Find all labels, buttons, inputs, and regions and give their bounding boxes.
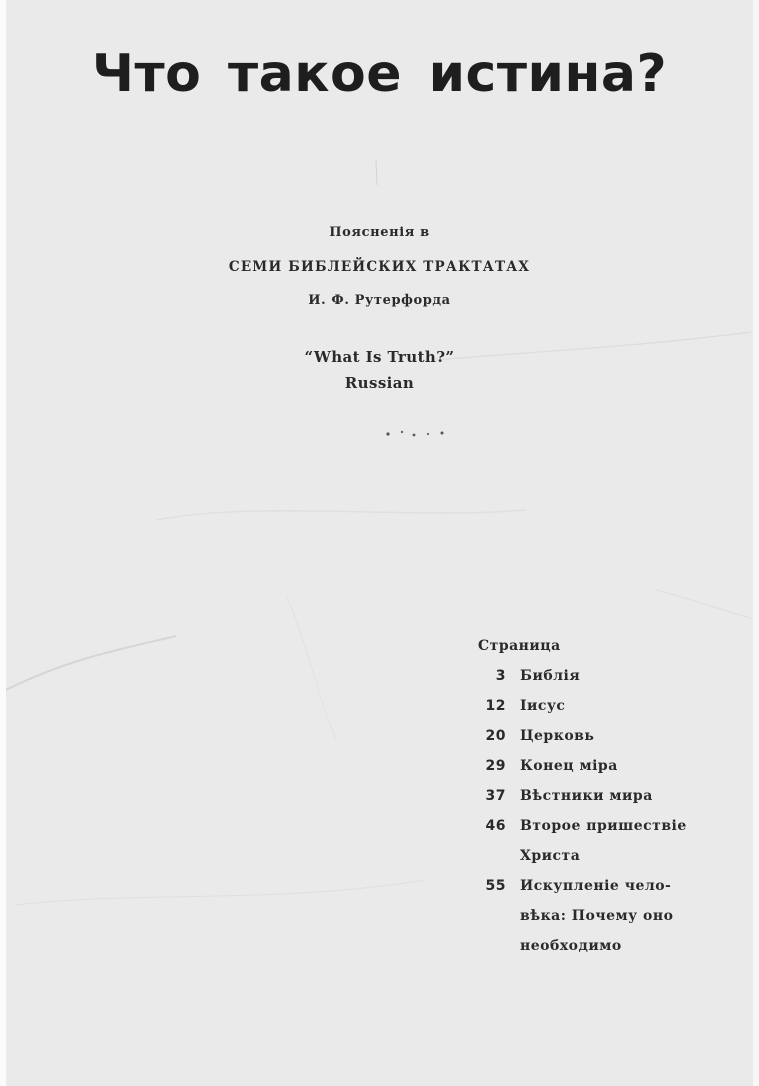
toc-label — [520, 871, 728, 961]
toc-label-line: Второе пришествіе — [520, 818, 687, 834]
toc-item — [478, 781, 728, 811]
toc-label-line: Конец міра — [520, 758, 618, 774]
toc-list — [478, 661, 728, 961]
toc-page-number: 3 — [495, 668, 506, 684]
toc-label — [520, 751, 728, 781]
toc-item — [478, 871, 728, 961]
document-title: Что такое истина? — [92, 44, 668, 104]
toc-page-number: 55 — [485, 878, 506, 894]
toc-label — [520, 691, 728, 721]
document-page — [6, 0, 753, 1086]
toc-label — [520, 661, 728, 691]
toc-page-number: 29 — [485, 758, 506, 774]
language-label: Russian — [344, 374, 415, 392]
toc-item — [478, 661, 728, 691]
page-right-edge — [753, 0, 759, 1086]
toc-label-line: Библія — [520, 668, 581, 684]
english-title-block — [6, 344, 753, 396]
ornament-dots — [384, 424, 454, 440]
subtitle-block — [6, 216, 753, 318]
toc-label-line: Церковь — [520, 728, 595, 744]
toc-item — [478, 811, 728, 871]
toc-label-line: Вѣстники мира — [520, 788, 653, 804]
subtitle-line-2: СЕМИ БИБЛЕЙСКИХ ТРАКТАТАХ — [228, 259, 531, 275]
author-line: И. Ф. Рутерфорда — [308, 293, 451, 308]
toc-page-number: 12 — [485, 698, 506, 714]
toc-label-line: необходимо — [520, 938, 622, 954]
toc-label — [520, 721, 728, 751]
toc-label — [520, 781, 728, 811]
toc-page-number: 37 — [485, 788, 506, 804]
toc-page-number: 46 — [485, 818, 506, 834]
toc-label-line: Христа — [520, 848, 581, 864]
toc-item — [478, 691, 728, 721]
toc-item — [478, 751, 728, 781]
toc-label — [520, 811, 728, 871]
subtitle-line-1: Поясненія в — [329, 225, 430, 240]
toc-label-line: вѣка: Почему оно — [520, 908, 674, 924]
toc-page-number: 20 — [485, 728, 506, 744]
english-title: “What Is Truth?” — [304, 348, 455, 366]
toc-header: Страница — [478, 638, 561, 654]
toc-label-line: Искупленіе чело- — [520, 878, 672, 894]
table-of-contents — [478, 631, 728, 961]
toc-item — [478, 721, 728, 751]
toc-label-line: Іисус — [520, 698, 566, 714]
